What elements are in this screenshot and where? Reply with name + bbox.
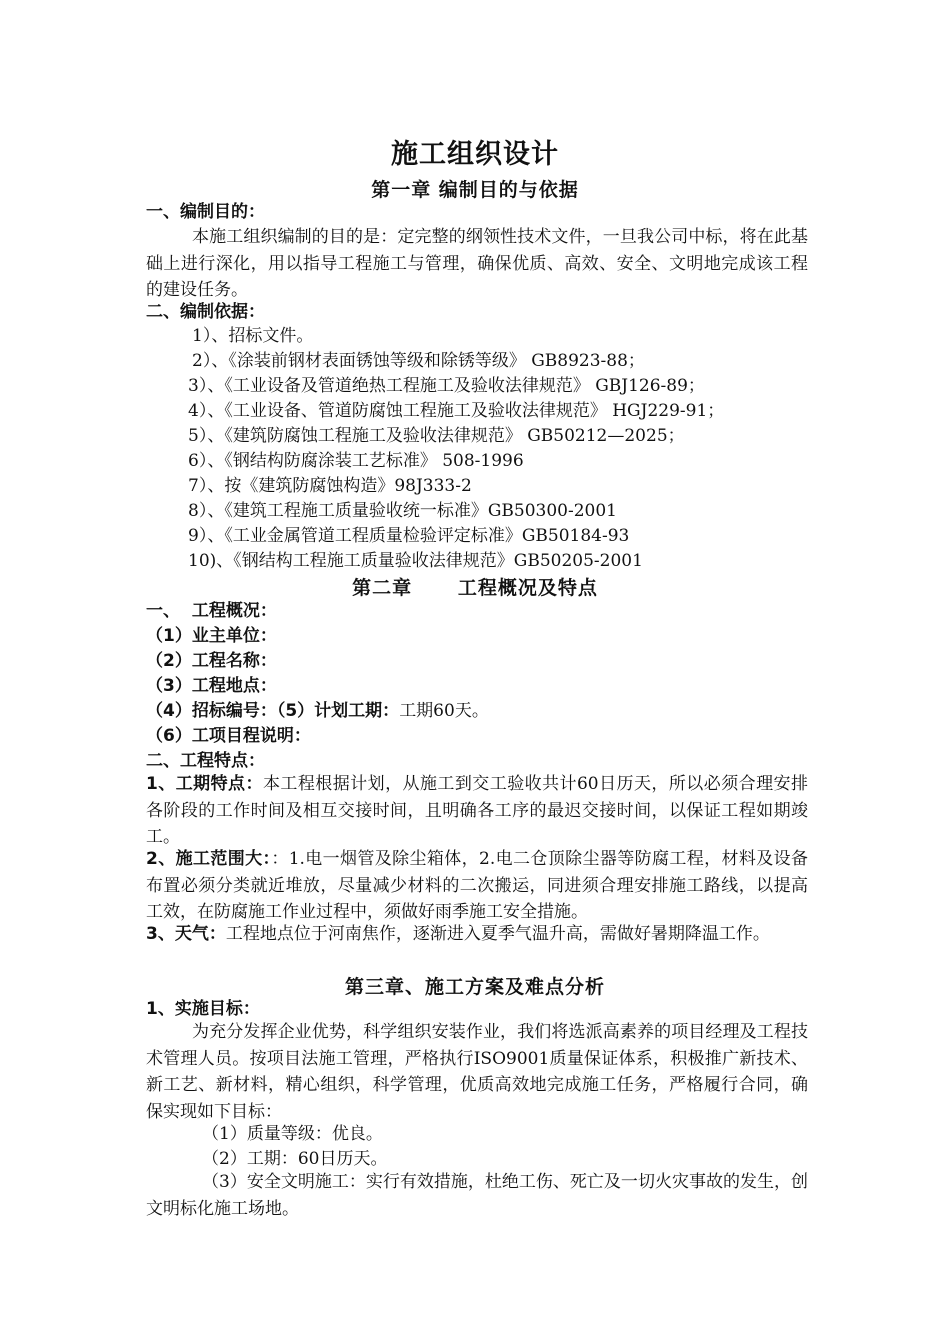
section-overview-heading: 一、 工程概况： (146, 601, 277, 621)
chapter-2-heading: 第二章 工程概况及特点 (352, 577, 598, 599)
basis-item: 1）、招标文件。 (192, 326, 314, 346)
basis-item: 8）、《建筑工程施工质量验收统一标准》GB50300-2001 (188, 501, 617, 521)
basis-item: 6）、《钢结构防腐涂装工艺标准》 508-1996 (188, 451, 524, 471)
project-name-label: （2）工程名称： (146, 651, 277, 671)
feature-weather-label: 3、天气： (146, 924, 226, 944)
period-value: 工期60天。 (399, 701, 489, 721)
bid-number-label: （4）招标编号： (146, 701, 277, 721)
basis-item: 10)、《钢结构工程施工质量验收法律规范》GB50205-2001 (188, 551, 643, 571)
feature-scope-label: 2、施工范围大： (146, 849, 272, 869)
document-title: 施工组织设计 (391, 139, 559, 170)
period-label: （5）计划工期： (276, 701, 400, 721)
section-features-heading: 二、工程特点： (146, 751, 265, 771)
basis-item: 3）、《工业设备及管道绝热工程施工及验收法律规范》 GBJ126-89； (188, 376, 705, 396)
feature-schedule-label: 1、工期特点： (146, 774, 263, 794)
goal-quality: （1）质量等级：优良。 (202, 1124, 383, 1144)
section-basis-heading: 二、编制依据： (146, 302, 265, 322)
purpose-paragraph: 本施工组织编制的目的是：定完整的纲领性技术文件，一旦我公司中标，将在此基础上进行深化，用以指导工程施工与管理，确保优质、高效、安全、文明地完成该工程的建设任务。 (146, 227, 808, 300)
feature-schedule-paragraph (146, 771, 808, 851)
basis-item: 9）、《工业金属管道工程质量检验评定标准》GB50184-93 (188, 526, 630, 546)
owner-label: （1）业主单位： (146, 626, 277, 646)
chapter-3-heading: 第三章、施工方案及难点分析 (344, 976, 605, 998)
feature-weather-paragraph (146, 921, 808, 948)
basis-item: 4）、《工业设备、管道防腐蚀工程施工及验收法律规范》 HGJ229-91； (188, 401, 725, 421)
feature-schedule-body: 本工程根据计划，从施工到交工验收共计60日历天，所以必须合理安排各阶段的工作时间及相互交接时间，且明确各工序的最迟交接时间，以保证工程如期竣工。 (146, 774, 808, 847)
basis-item: 5）、《建筑防腐蚀工程施工及验收法律规范》 GB50212—2025； (188, 426, 685, 446)
goal-schedule: （2）工期：60日历天。 (202, 1149, 388, 1169)
basis-item: 2）、《涂装前钢材表面锈蚀等级和除锈等级》 GB8923-88； (192, 351, 645, 371)
feature-scope-paragraph (146, 846, 808, 926)
feature-scope-body: ：1.电一烟管及除尘箱体，2.电二仓顶除尘器等防腐工程，材料及设备布置必须分类就近堆放，尽量减少材料的二次搬运，同进须合理安排施工路线，以提高工效，在防腐施工作业过程中，须做好雨季施工安全措施。 (146, 849, 808, 922)
project-description-label: （6）工项目程说明： (146, 726, 311, 746)
goal-safety: （3）安全文明施工：实行有效措施，杜绝工伤、死亡及一切火灾事故的发生，创文明标化施工场地。 (146, 1172, 808, 1219)
feature-weather-body: 工程地点位于河南焦作，逐渐进入夏季气温升高，需做好暑期降温工作。 (225, 924, 770, 944)
section-goals-heading: 1、实施目标： (146, 999, 260, 1019)
section-purpose-heading: 一、编制目的： (146, 202, 265, 222)
bid-period-line (146, 699, 489, 723)
goals-paragraph: 为充分发挥企业优势，科学组织安装作业，我们将选派高素养的项目经理及工程技术管理人员。按项目法施工管理，严格执行ISO9001质量保证体系，积极推广新技术、新工艺、新材料，精心组织，科学管理，优质高效地完成施工任务，严格履行合同，确保实现如下目标： (146, 1022, 808, 1122)
chapter-1-heading: 第一章 编制目的与依据 (371, 179, 579, 201)
location-label: （3）工程地点： (146, 676, 277, 696)
basis-item: 7）、按《建筑防腐蚀构造》98J333-2 (188, 476, 472, 496)
